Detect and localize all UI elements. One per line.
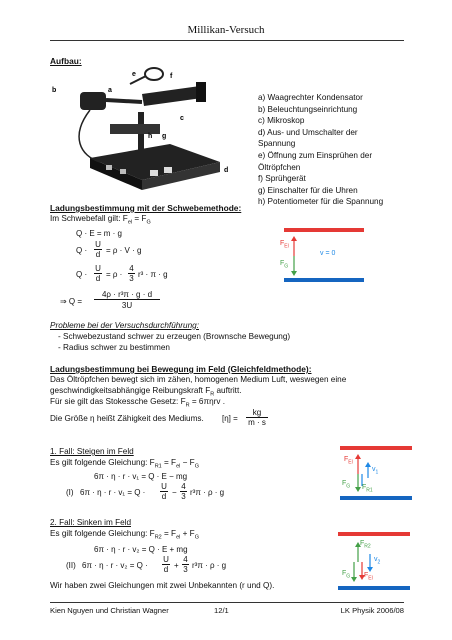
figure-letter-b: b	[52, 87, 57, 94]
schwebe-eq1: Q · E = m · g	[76, 229, 123, 238]
legend-item: h) Potentiometer für die Spannung	[258, 197, 384, 207]
figure-letter-e: e	[132, 71, 136, 78]
fall1-eq1: 6π · η · r · v₁ = Q · E − mg	[94, 472, 188, 481]
gleichfeld-p2: geschwindigkeitsabhängige Reibungskraft $F_R$ auftritt.	[50, 386, 242, 398]
footer-authors: Kien Nguyen und Christian Wagner	[50, 606, 169, 615]
label-fel: $F_{El}$	[344, 456, 353, 466]
fall2-force-figure	[336, 532, 416, 592]
aufbau-legend	[258, 92, 383, 208]
header-rule	[50, 40, 404, 41]
label-fel: $F_{El}$	[280, 240, 289, 250]
probleme-item: - Schwebezustand schwer zu erzeugen (Brownsche Bewegung)	[58, 332, 291, 341]
gleichfeld-p4: Die Größe η heißt Zähigkeit des Mediums.	[50, 414, 204, 423]
label-fg: $F_G$	[342, 480, 351, 490]
probleme-heading: Probleme bei der Versuchsdurchführung:	[50, 321, 199, 330]
legend-item: g) Einschalter für die Uhren	[258, 185, 358, 195]
footer-rule	[50, 602, 404, 603]
legend-item: b) Beleuchtungseinrichtung	[258, 104, 358, 114]
label-fr2: $F_{R2}$	[360, 540, 371, 550]
page-title: Millikan-Versuch	[187, 24, 265, 36]
figure-letter-a: a	[108, 87, 112, 94]
apparatus-figure	[50, 66, 230, 192]
fall2-heading: 2. Fall: Sinken im Feld	[50, 518, 131, 527]
label-fg: $F_G$	[280, 260, 289, 270]
fall1-eq2: (I) 6π · η · r · v₁ = Q · U d − 4 3 r³π · ρ · g	[66, 482, 225, 501]
label-fg: $F_G$	[342, 570, 351, 580]
fall1-force-figure	[338, 446, 418, 502]
legend-item: c) Mikroskop	[258, 116, 305, 126]
figure-letter-d: d	[224, 167, 229, 174]
viscosity-unit: [η] = kg m · s	[222, 408, 282, 430]
label-velocity: v = 0	[320, 250, 336, 257]
figure-letter-f: f	[170, 73, 173, 80]
label-fr1: $F_{R1}$	[362, 484, 373, 494]
fall2-eq2: (II) 6π · η · r · v₂ = Q · U d + 4 3 r³π · ρ · g	[66, 555, 227, 574]
gleichfeld-p3: Für sie gilt das Stokessche Gesetz: $F_R = 6\pi\eta rv$ .	[50, 397, 226, 409]
aufbau-heading: Aufbau:	[50, 56, 82, 66]
label-v1: $v_1$	[372, 466, 379, 476]
gleichfeld-heading: Ladungsbestimmung bei Bewegung im Feld (Gleichfeldmethode):	[50, 364, 312, 374]
figure-letter-c: c	[180, 115, 184, 122]
schwebe-force-figure	[280, 228, 400, 284]
legend-item: d) Aus- und Umschalter der	[258, 127, 358, 137]
probleme-item: - Radius schwer zu bestimmen	[58, 343, 170, 352]
schwebe-intro: Im Schwebefall gilt: $F_{el} = F_G$	[50, 214, 151, 226]
fall2-intro: Es gilt folgende Gleichung: $F_{R2} = F_{el} + F_G$	[50, 529, 199, 541]
figure-letter-h: h	[148, 133, 153, 140]
legend-item: a) Waagrechter Kondensator	[258, 93, 363, 102]
figure-letter-g: g	[162, 133, 167, 140]
label-v2: $v_2$	[374, 556, 381, 566]
legend-item: Öltröpfchen	[258, 162, 301, 172]
fall1-intro: Es gilt folgende Gleichung: $F_{R1} = F_{el} - F_G$	[50, 458, 199, 470]
gleichfeld-p1: Das Öltröpfchen bewegt sich im zähen, homogenen Medium Luft, weswegen eine	[50, 375, 347, 384]
footer-course: LK Physik 2006/08	[340, 606, 404, 615]
label-fel: $F_{El}$	[364, 572, 373, 582]
legend-item: e) Öffnung zum Einsprühen der	[258, 150, 373, 160]
fall2-eq1: 6π · η · r · v₂ = Q · E + mg	[94, 545, 188, 554]
schwebe-heading: Ladungsbestimmung mit der Schwebemethode:	[50, 203, 242, 213]
legend-item: f) Sprühgerät	[258, 174, 306, 184]
footer-page: 12/1	[214, 606, 229, 615]
fall2-conclusion: Wir haben zwei Gleichungen mit zwei Unbekannten (r und Q).	[50, 581, 275, 590]
fall1-heading: 1. Fall: Steigen im Feld	[50, 447, 134, 456]
legend-item: Spannung	[258, 139, 296, 149]
